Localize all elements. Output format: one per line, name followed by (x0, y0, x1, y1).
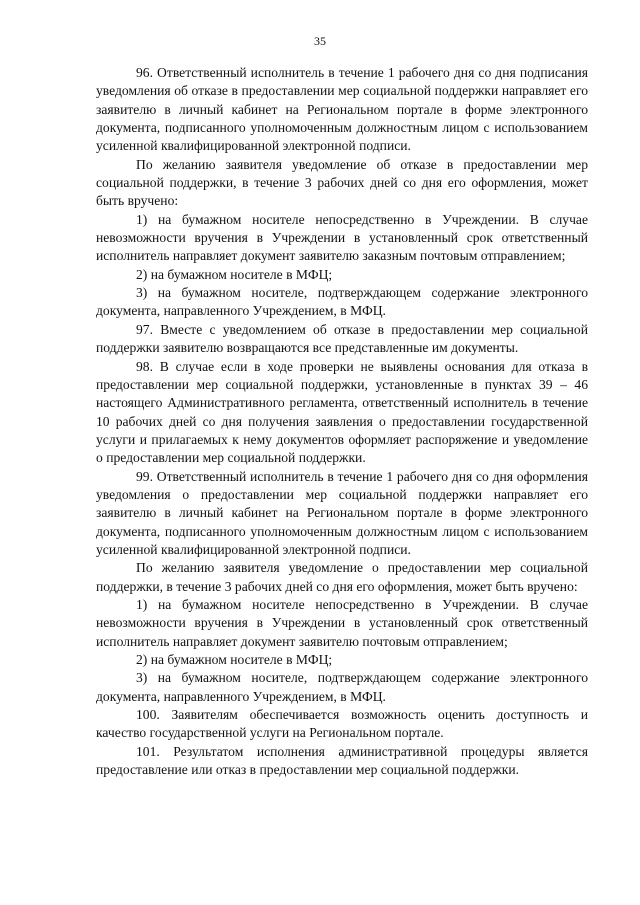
paragraph-grant-option-3: 3) на бумажном носителе, подтверждающем содержание электронного документа, направленного Учреждением, в МФЦ. (96, 670, 588, 704)
paragraph-grant-option-2: 2) на бумажном носителе в МФЦ; (136, 652, 333, 667)
paragraph-refusal-delivery-intro: По желанию заявителя уведомление об отказе в предоставлении мер социальной поддержки, в течение 3 рабочих дней со дня его оформления, может быть вручено: (96, 156, 588, 209)
paragraph-99: 99. Ответственный исполнитель в течение 1 рабочего дня со дня оформления уведомления о предоставлении мер социальной поддержки направляет его заявителю в личный кабинет на Региональном портале в форме электронного документа, подписанного уполномоченным должностным лицом с использованием усиленной квалифицированной электронной подписи. (96, 468, 588, 557)
paragraph-100: 100. Заявителям обеспечивается возможность оценить доступность и качество государственной услуги на Региональном портале. (96, 707, 588, 741)
paragraph-refusal-option-3: 3) на бумажном носителе, подтверждающем содержание электронного документа, направленного Учреждением, в МФЦ. (96, 285, 588, 319)
page-number: 35 (314, 34, 326, 48)
paragraph-refusal-option-1: 1) на бумажном носителе непосредственно в Учреждении. В случае невозможности вручения в Учреждении в установленный срок ответственный исполнитель направляет документ заявителю заказным почтовым отправлением; (96, 211, 588, 264)
paragraph-97: 97. Вместе с уведомлением об отказе в предоставлении мер социальной поддержки заявителю возвращаются все представленные им документы. (96, 321, 588, 356)
paragraph-refusal-option-2: 2) на бумажном носителе в МФЦ; (136, 266, 333, 282)
document-body (96, 64, 588, 779)
paragraph-98: 98. В случае если в ходе проверки не выявлены основания для отказа в предоставлении мер социальной поддержки, установленные в пунктах 39 – 46 настоящего Административного регламента, ответственный исполнитель в течение 10 рабочих дней со дня получения заявления о предоставлении государственной услуги и прилагаемых к нему документов оформляет распоряжение и уведомление о предоставлении мер социальной поддержки. (96, 358, 588, 466)
paragraph-grant-delivery-intro: По желанию заявителя уведомление о предоставлении мер социальной поддержки, в течение 3 рабочих дней со дня его оформления, может быть вручено: (96, 560, 588, 594)
paragraph-96: 96. Ответственный исполнитель в течение 1 рабочего дня со дня подписания уведомления об отказе в предоставлении мер социальной поддержки направляет его заявителю в личный кабинет на Региональном портале в форме электронного документа, подписанного уполномоченным должностным лицом с использованием усиленной квалифицированной электронной подписи. (96, 65, 588, 154)
paragraph-101: 101. Результатом исполнения административной процедуры является предоставление или отказ в предоставлении мер социальной поддержки. (96, 743, 588, 778)
paragraph-grant-option-1: 1) на бумажном носителе непосредственно в Учреждении. В случае невозможности вручения в Учреждении в установленный срок ответственный исполнитель направляет документ заявителю почтовым отправлением; (96, 596, 588, 649)
